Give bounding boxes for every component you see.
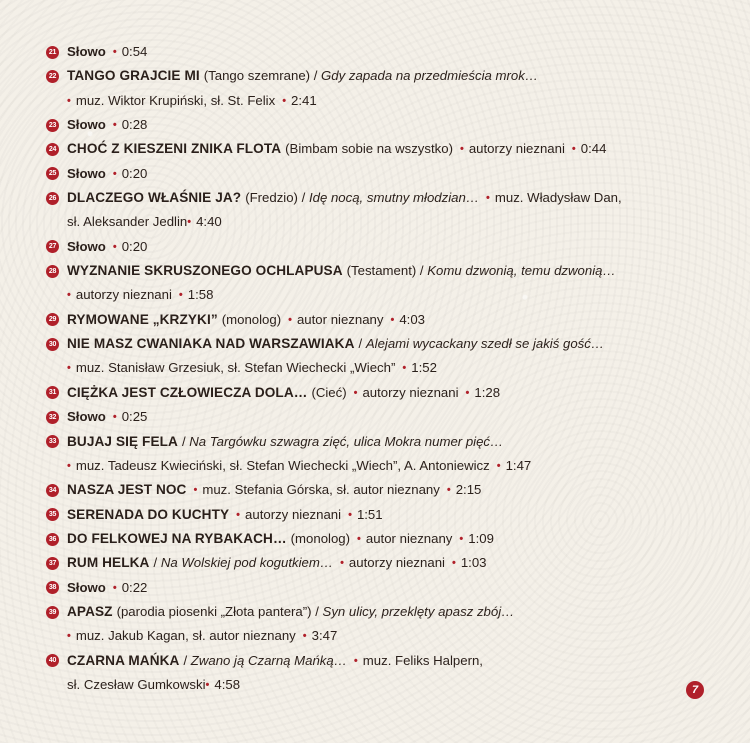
track-title: BUJAJ SIĘ FELA [67, 433, 178, 449]
track-number-badge: 28 [46, 265, 59, 278]
track-duration: 1:58 [187, 287, 214, 303]
track-title: DO FELKOWEJ NA RYBAKACH… [67, 530, 287, 546]
track-continuation-line [46, 210, 726, 234]
track-line [46, 113, 726, 137]
track-number-badge: 30 [46, 338, 59, 351]
track-title: NASZA JEST NOC [67, 482, 187, 498]
bullet-dot-icon: • [236, 508, 241, 521]
track-credit: autor nieznany [365, 530, 453, 546]
track-credit: autor nieznany [296, 311, 384, 327]
track-subtitle: (Bimbam sobie na wszystko) [285, 141, 453, 157]
track-continuation-line [46, 283, 726, 307]
track-line [46, 430, 726, 454]
track-credit: autorzy nieznani [362, 384, 459, 400]
track-title: DLACZEGO WŁAŚNIE JA? [67, 190, 242, 206]
bullet-dot-icon: • [451, 557, 456, 570]
track-line [46, 332, 726, 356]
track-duration: 1:28 [474, 384, 501, 400]
track-duration: 1:52 [411, 360, 437, 376]
bullet-dot-icon: • [178, 289, 183, 302]
bullet-dot-icon: • [348, 508, 352, 521]
track-continuation-line [46, 454, 726, 478]
track-title: Słowo [67, 165, 106, 181]
track-number-badge: 23 [46, 119, 59, 132]
track-title: Słowo [67, 44, 106, 59]
bullet-dot-icon: • [390, 313, 395, 326]
track-line [46, 551, 726, 575]
track-line [46, 503, 726, 527]
bullet-dot-icon: • [112, 46, 117, 58]
bullet-dot-icon: • [465, 386, 470, 399]
track-lyric-incipit: Alejami wycackany szedł se jakiś gość… [365, 336, 605, 352]
track-line [46, 381, 726, 405]
track-duration: 1:47 [505, 457, 532, 473]
track-line [46, 137, 726, 161]
bullet-dot-icon: • [302, 630, 307, 643]
track-duration: 0:22 [121, 579, 148, 595]
bullet-dot-icon: • [112, 411, 117, 424]
track-subtitle: / [358, 336, 363, 352]
track-lyric-incipit: Gdy zapada na przedmieścia mrok… [321, 68, 539, 84]
track-lyric-incipit: Syn ulicy, przeklęty apasz zbój… [322, 603, 515, 619]
track-number-badge: 26 [46, 192, 59, 205]
track-number-badge: 32 [46, 411, 59, 424]
track-line [46, 576, 726, 600]
bullet-dot-icon: • [353, 654, 358, 667]
bullet-dot-icon: • [67, 289, 71, 302]
track-credit: muz. Władysław Dan, [494, 190, 622, 206]
track-subtitle: (Tango szemrane) / [203, 68, 318, 84]
track-credit: muz. Stanisław Grzesiuk, sł. Stefan Wiechecki „Wiech” [75, 360, 396, 376]
track-number-badge: 35 [46, 508, 59, 521]
track-lyric-incipit: Na Wolskiej pod kogutkiem… [160, 555, 334, 571]
track-line [46, 600, 726, 624]
track-number-badge: 27 [46, 240, 59, 253]
track-duration: 4:03 [399, 311, 426, 327]
bullet-dot-icon: • [112, 581, 117, 594]
bullet-dot-icon: • [67, 94, 71, 107]
bullet-dot-icon: • [67, 362, 71, 375]
track-line [46, 259, 726, 283]
track-continuation-line [46, 624, 726, 648]
track-title: Słowo [67, 238, 106, 254]
bullet-dot-icon: • [193, 484, 198, 497]
track-title: NIE MASZ CWANIAKA NAD WARSZAWIAKA [67, 336, 355, 352]
track-lyric-incipit: Komu dzwonią, temu dzwonią… [427, 263, 616, 279]
bullet-dot-icon: • [67, 630, 71, 643]
track-number-badge: 24 [46, 143, 59, 156]
track-continuation-line [46, 673, 726, 697]
track-credit: sł. Czesław Gumkowski [67, 676, 206, 692]
track-duration: 0:28 [121, 117, 148, 133]
track-line [46, 478, 726, 502]
track-number-badge: 31 [46, 386, 59, 399]
bullet-dot-icon: • [67, 459, 71, 472]
track-number-badge: 37 [46, 557, 59, 570]
bullet-dot-icon: • [486, 192, 490, 205]
track-duration: 2:41 [291, 92, 317, 108]
track-credit: autorzy nieznani [348, 555, 445, 571]
track-lyric-incipit: Idę nocą, smutny młodzian… [308, 190, 480, 206]
track-subtitle: (monolog) [221, 311, 282, 327]
track-number-badge: 25 [46, 167, 59, 180]
track-line [46, 162, 726, 186]
track-duration: 0:25 [121, 409, 148, 425]
track-subtitle: (Testament) / [346, 263, 424, 279]
bullet-dot-icon: • [357, 532, 361, 545]
track-duration: 0:54 [121, 44, 148, 59]
track-title: CZARNA MAŃKA [67, 652, 180, 668]
track-duration: 4:40 [196, 214, 222, 230]
track-credit: autorzy nieznani [468, 141, 565, 157]
track-title: Słowo [67, 579, 106, 595]
bullet-dot-icon: • [353, 386, 358, 399]
track-number-badge: 22 [46, 70, 59, 83]
bullet-dot-icon: • [402, 362, 407, 375]
bullet-dot-icon: • [288, 313, 292, 326]
bullet-dot-icon: • [282, 94, 287, 107]
track-title: RUM HELKA [67, 555, 150, 571]
track-subtitle: (parodia piosenki „Złota pantera”) / [116, 603, 319, 619]
track-title: RYMOWANE „KRZYKI” [67, 311, 218, 327]
track-title: Słowo [67, 117, 106, 133]
track-lyric-incipit: Zwano ją Czarną Mańką… [190, 652, 347, 668]
track-line [46, 405, 726, 429]
bullet-dot-icon: • [496, 459, 501, 472]
track-line [46, 649, 726, 673]
track-list [46, 40, 726, 697]
bullet-dot-icon: • [112, 119, 117, 132]
track-lyric-incipit: Na Targówku szwagra zięć, ulica Mokra numer pięć… [189, 433, 504, 449]
track-line [46, 40, 726, 64]
track-subtitle: (Cieć) [311, 384, 347, 400]
track-duration: 1:51 [356, 506, 383, 522]
track-number-badge: 40 [46, 654, 59, 667]
track-credit: autorzy nieznani [75, 287, 172, 303]
track-subtitle: / [181, 433, 186, 449]
bullet-dot-icon: • [459, 143, 464, 156]
track-line [46, 527, 726, 551]
track-title: CIĘŻKA JEST CZŁOWIECZA DOLA… [67, 384, 308, 400]
track-duration: 1:09 [468, 530, 494, 546]
track-subtitle: (Fredzio) / [245, 190, 306, 206]
track-credit: muz. Wiktor Krupiński, sł. St. Felix [75, 92, 276, 108]
track-credit: autorzy nieznani [245, 506, 342, 522]
bullet-dot-icon: • [340, 557, 344, 570]
track-line [46, 308, 726, 332]
track-title: SERENADA DO KUCHTY [67, 506, 230, 522]
track-credit: muz. Feliks Halpern, [362, 652, 483, 668]
track-duration: 2:15 [455, 482, 482, 498]
bullet-dot-icon: • [459, 532, 464, 545]
bullet-dot-icon: • [205, 678, 210, 691]
track-continuation-line [46, 89, 726, 113]
track-duration: 0:20 [121, 238, 148, 254]
track-number-badge: 21 [46, 46, 59, 59]
track-line [46, 186, 726, 210]
track-duration: 0:44 [580, 141, 607, 157]
bullet-dot-icon: • [112, 167, 117, 180]
track-continuation-line [46, 356, 726, 380]
bullet-dot-icon: • [571, 143, 576, 156]
track-number-badge: 36 [46, 533, 59, 546]
track-duration: 4:58 [214, 676, 241, 692]
track-credit: sł. Aleksander Jedlin [67, 214, 188, 230]
track-title: WYZNANIE SKRUSZONEGO OCHLAPUSA [67, 263, 343, 279]
track-number-badge: 38 [46, 581, 59, 594]
bullet-dot-icon: • [112, 240, 117, 253]
track-line [46, 235, 726, 259]
track-credit: muz. Stefania Górska, sł. autor nieznany [202, 482, 440, 498]
bullet-dot-icon: • [446, 484, 451, 497]
track-duration: 0:20 [121, 165, 148, 181]
track-subtitle: (monolog) [290, 530, 351, 546]
track-number-badge: 33 [46, 435, 59, 448]
track-title: Słowo [67, 409, 106, 425]
track-number-badge: 39 [46, 606, 59, 619]
track-credit: muz. Tadeusz Kwieciński, sł. Stefan Wiechecki „Wiech”, A. Antoniewicz [75, 457, 490, 473]
track-duration: 3:47 [311, 628, 338, 644]
bullet-dot-icon: • [187, 216, 192, 229]
track-number-badge: 34 [46, 484, 59, 497]
track-credit: muz. Jakub Kagan, sł. autor nieznany [75, 628, 296, 644]
track-line [46, 64, 726, 88]
track-title: APASZ [67, 603, 113, 619]
track-number-badge: 29 [46, 313, 59, 326]
track-title: CHOĆ Z KIESZENI ZNIKA FLOTA [67, 141, 282, 157]
track-title: TANGO GRAJCIE MI [67, 68, 200, 84]
page-number-badge: 7 [686, 681, 704, 699]
track-subtitle: / [153, 555, 158, 571]
track-duration: 1:03 [460, 555, 487, 571]
track-subtitle: / [183, 652, 188, 668]
